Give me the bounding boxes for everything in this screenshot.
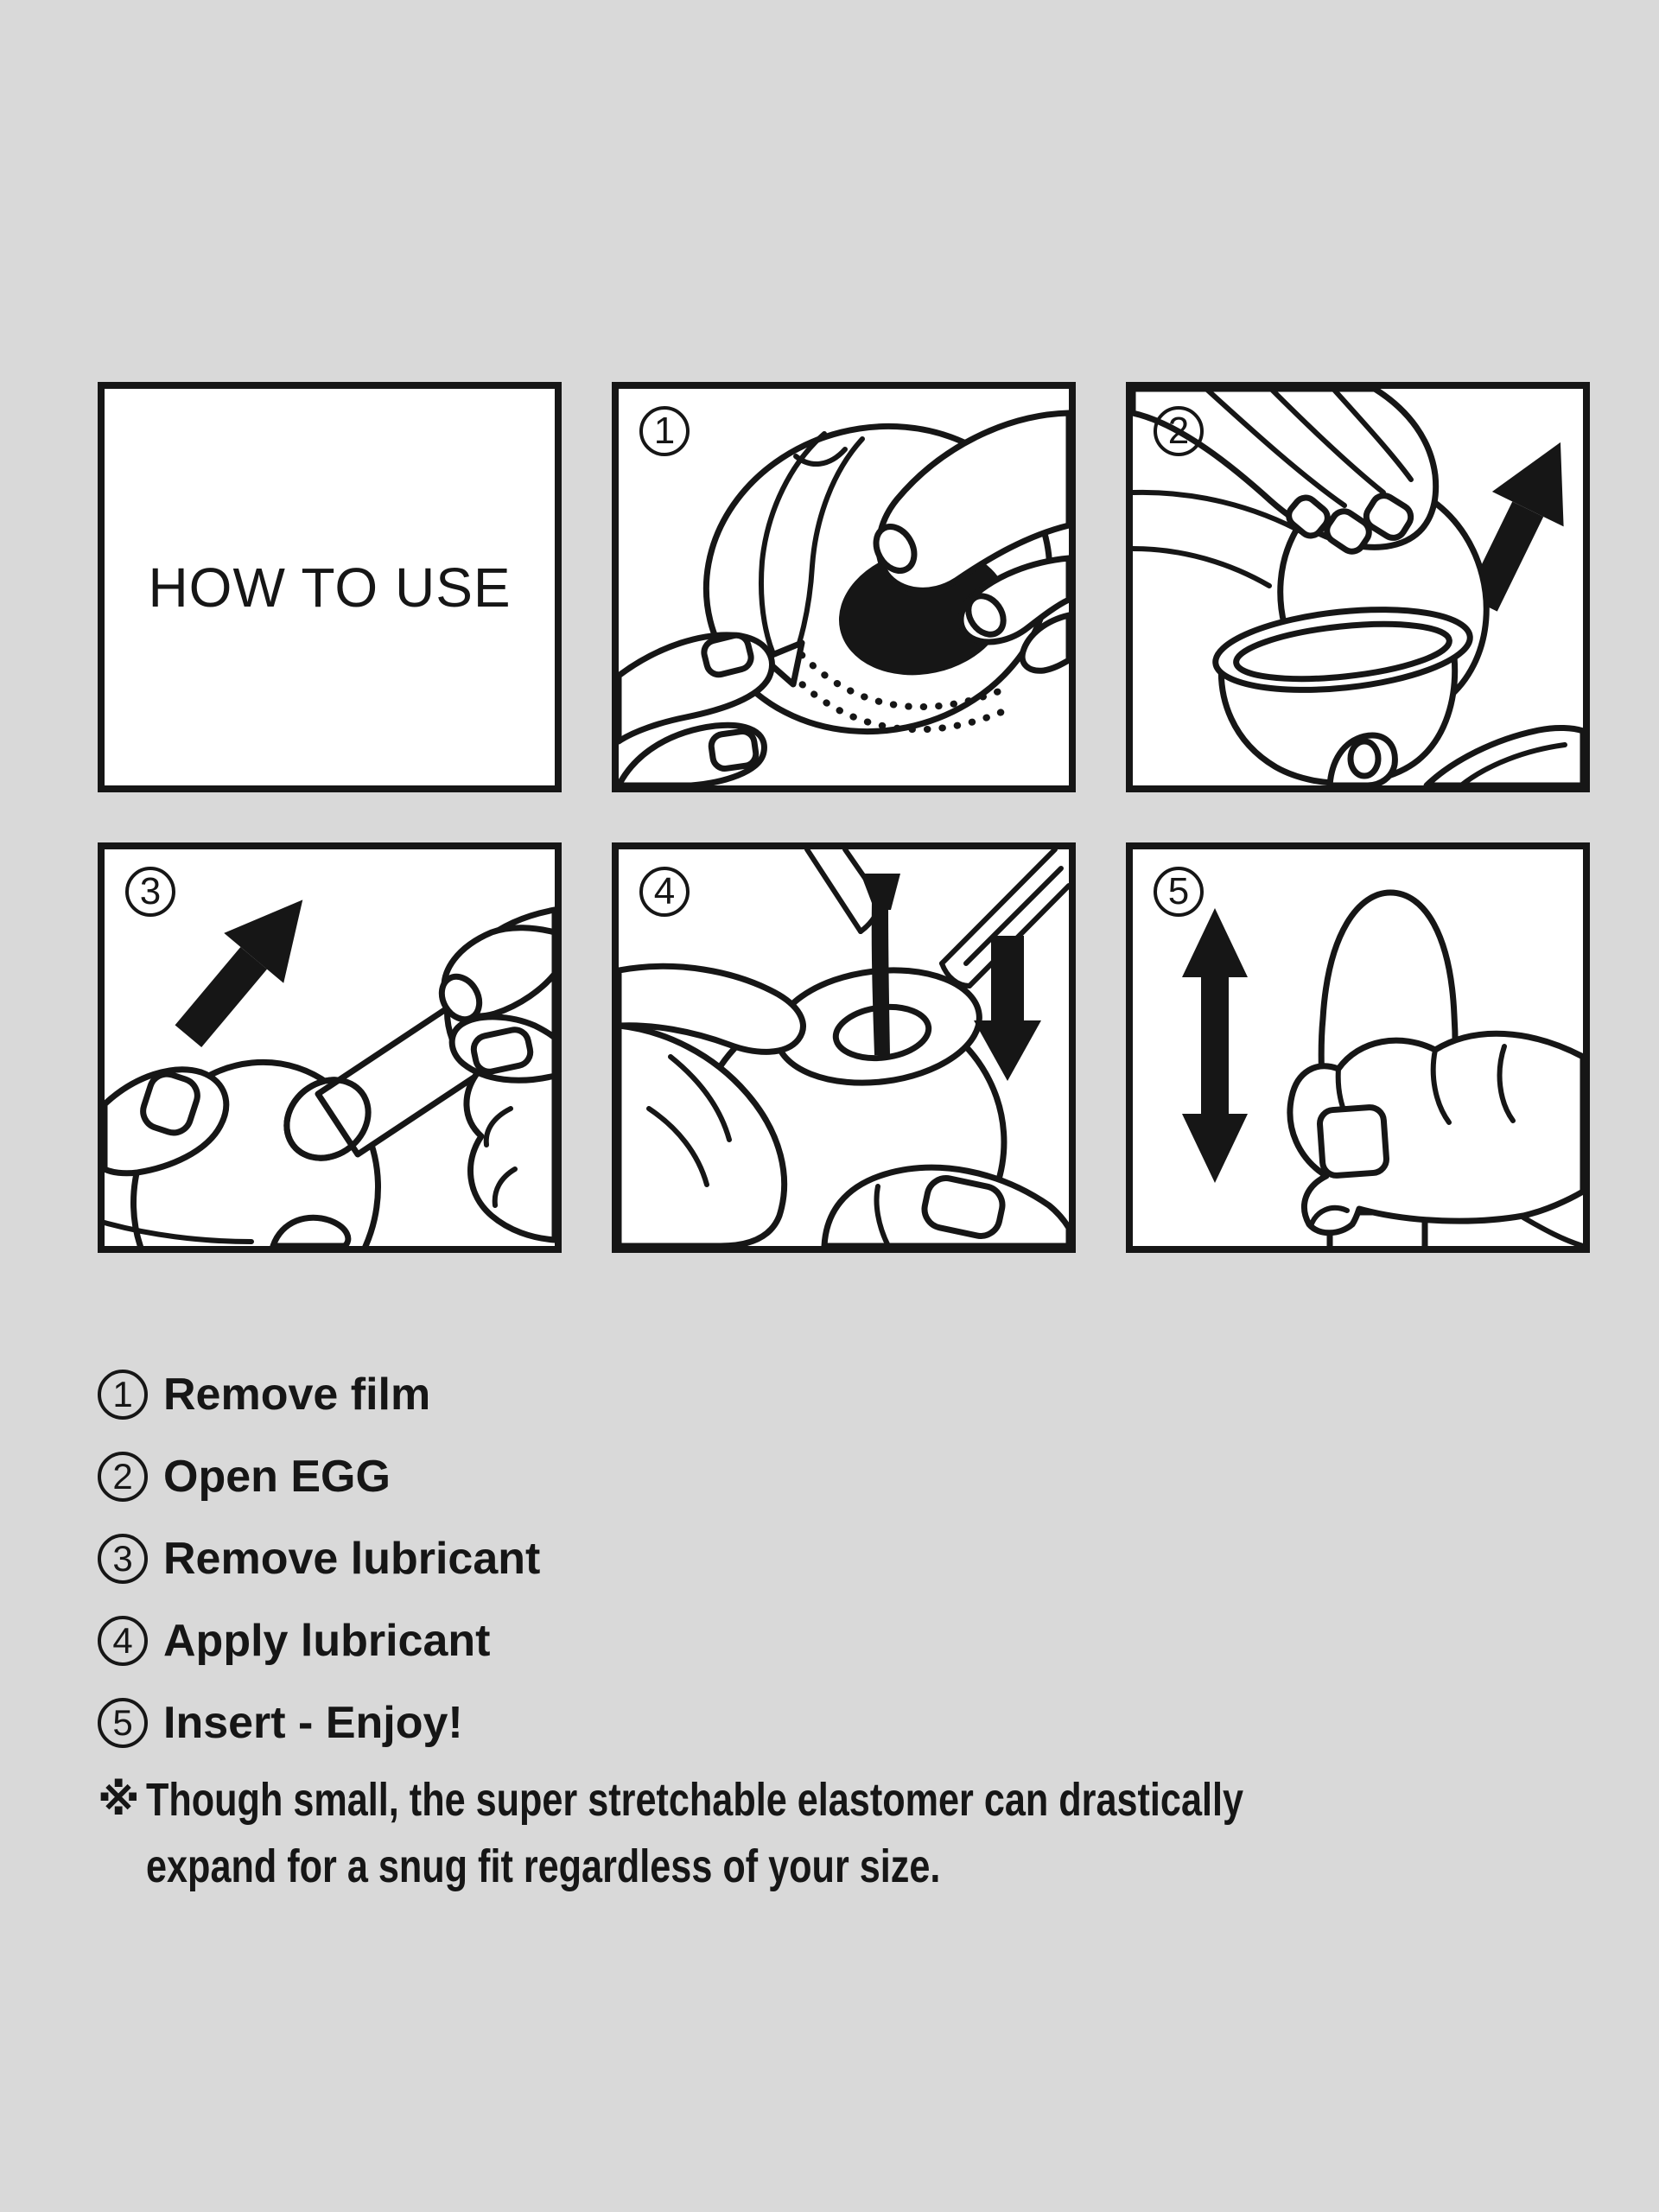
arrow-up-right-icon: [158, 874, 332, 1061]
circled-number: 4: [98, 1616, 148, 1666]
list-item-label: Open EGG: [163, 1451, 391, 1502]
list-item-label: Remove lubricant: [163, 1533, 541, 1584]
footnote-line-1: Though small, the super stretchable elastomer can drastically: [146, 1774, 1244, 1826]
list-item-remove-film: [98, 1353, 1575, 1435]
list-item-insert-enjoy: [98, 1681, 1575, 1764]
arrow-down-icon: [974, 936, 1041, 1081]
illustration-remove-film: [619, 389, 1069, 785]
list-item-label: Insert - Enjoy!: [163, 1697, 463, 1748]
lubricant-sachet: [807, 849, 1069, 986]
panel-step-apply-lubricant: [612, 842, 1076, 1253]
panel-step-insert-enjoy: [1126, 842, 1590, 1253]
page-title: HOW TO USE: [148, 556, 512, 619]
list-item-label: Remove film: [163, 1369, 431, 1420]
circled-number: 5: [98, 1698, 148, 1748]
list-item-open-egg: [98, 1435, 1575, 1517]
panel-title: [98, 382, 562, 792]
panel-step-remove-lubricant: [98, 842, 562, 1253]
circled-number: 1: [98, 1370, 148, 1420]
reference-mark: ※: [98, 1776, 140, 1824]
hand-holding-bottom: [1330, 728, 1583, 785]
footnote: [98, 1767, 1575, 1900]
illustration-remove-lubricant: [105, 849, 555, 1246]
illustration-open-egg: [1133, 389, 1583, 785]
footnote-text: [146, 1767, 1243, 1900]
step-number-badge: 2: [1154, 406, 1204, 456]
circled-number: 2: [98, 1452, 148, 1502]
hand-gripping: [1290, 1033, 1583, 1246]
step-number-badge: 1: [639, 406, 690, 456]
illustration-insert-enjoy: [1133, 849, 1583, 1246]
panel-step-open-egg: [1126, 382, 1590, 792]
circled-number: 3: [98, 1534, 148, 1584]
list-item-apply-lubricant: [98, 1599, 1575, 1681]
list-item-label: Apply lubricant: [163, 1615, 491, 1666]
step-number-badge: 4: [639, 867, 690, 917]
arrow-up-down-icon: [1182, 908, 1248, 1183]
panel-step-remove-film: [612, 382, 1076, 792]
step-number-badge: 5: [1154, 867, 1204, 917]
instruction-list: [98, 1353, 1575, 1900]
list-item-remove-lubricant: [98, 1517, 1575, 1599]
illustration-apply-lubricant: [619, 849, 1069, 1246]
footnote-line-2: expand for a snug fit regardless of your size.: [146, 1840, 941, 1892]
step-number-badge: 3: [125, 867, 175, 917]
how-to-use-grid: [98, 382, 1590, 1253]
